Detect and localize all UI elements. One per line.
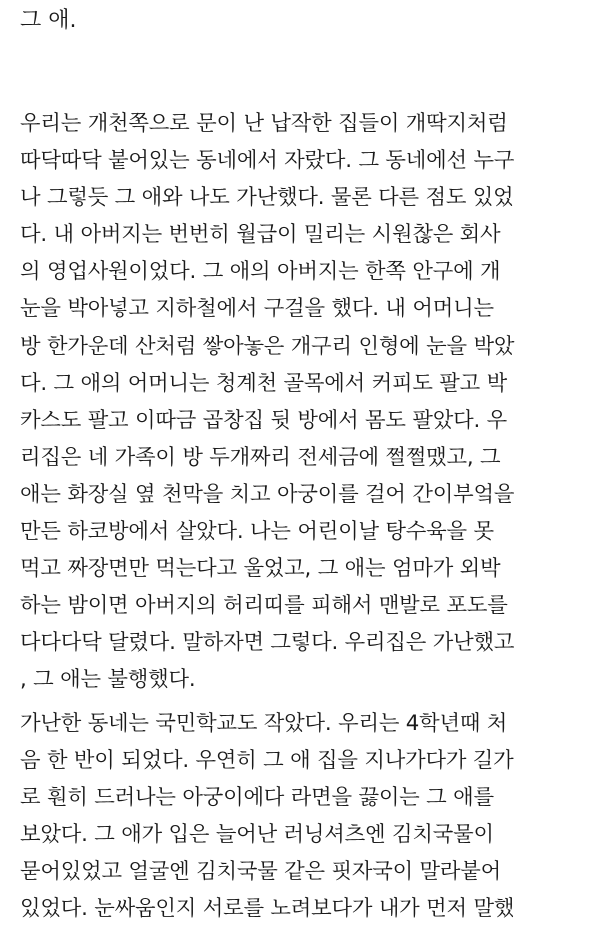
text-line: 눈을 박아넣고 지하철에서 구걸을 했다. 내 어머니는 [20,296,494,322]
text-line: 방 한가운데 산처럼 쌓아놓은 개구리 인형에 눈을 박았 [20,333,515,359]
document-title: 그 애. [20,8,77,33]
text-line: , 그 애는 불행했다. [20,667,196,693]
text-line: 다. 내 아버지는 번번히 월급이 밀리는 시원찮은 회사 [20,222,501,248]
text-line: 다. 그 애의 어머니는 청계천 골목에서 커피도 팔고 박 [20,370,507,396]
text-line: 묻어있었고 얼굴엔 김치국물 같은 핏자국이 말라붙어 [20,859,502,885]
text-line: 있었다. 눈싸움인지 서로를 노려보다가 내가 먼저 말했 [20,896,515,922]
text-line: 의 영업사원이었다. 그 애의 아버지는 한쪽 안구에 개 [20,259,501,285]
text-line: 나 그렇듯 그 애와 나도 가난했다. 물론 다른 점도 있었 [20,185,514,211]
text-line: 하는 밤이면 아버지의 허리띠를 피해서 맨발로 포도를 [20,593,508,619]
text-line: 따닥따닥 붙어있는 동네에서 자랐다. 그 동네에선 누구 [20,148,515,174]
text-line: 보았다. 그 애가 입은 늘어난 러닝셔츠엔 김치국물이 [20,822,494,848]
text-line: 카스도 팔고 이따금 곱창집 뒷 방에서 몸도 팔았다. 우 [20,407,507,433]
text-line: 애는 화장실 옆 천막을 치고 아궁이를 걸어 간이부엌을 [20,481,515,507]
paragraph [20,105,595,699]
text-line: 음 한 반이 되었다. 우연히 그 애 집을 지나가다가 길가 [20,748,514,774]
text-line: 만든 하코방에서 살았다. 나는 어린이날 탕수육을 못 [20,519,494,545]
text-line: 로 훤히 드러나는 아궁이에다 라면을 끓이는 그 애를 [20,785,494,811]
paragraph [20,705,595,928]
text-line: 먹고 짜장면만 먹는다고 울었고, 그 애는 엄마가 외박 [20,556,501,582]
text-line: 우리는 개천쪽으로 문이 난 납작한 집들이 개딱지처럼 [20,111,508,136]
text-line: 리집은 네 가족이 방 두개짜리 전세금에 쩔쩔맸고, 그 [20,444,501,470]
text-line: 다다다닥 달렸다. 말하자면 그렇다. 우리집은 가난했고 [20,630,515,656]
text-line: 가난한 동네는 국민학교도 작았다. 우리는 4학년때 처 [20,711,508,736]
